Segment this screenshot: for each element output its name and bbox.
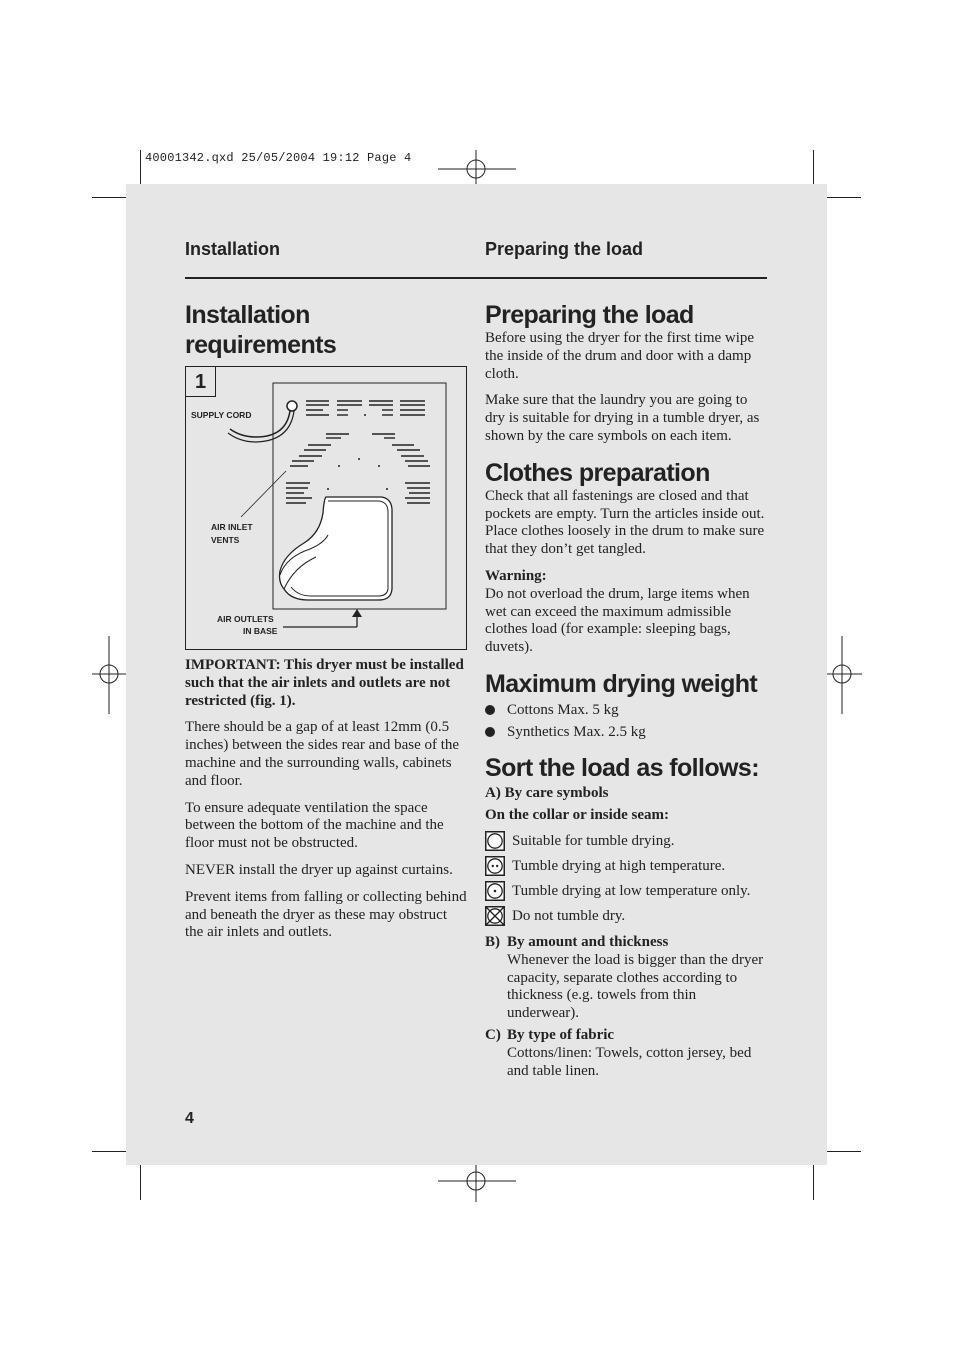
- symbol-row: [485, 879, 770, 904]
- bullet-icon: [485, 705, 495, 715]
- curtains-paragraph: NEVER install the dryer up against curtains.: [185, 861, 453, 878]
- obstruction-paragraph: Prevent items from falling or collecting behind and beneath the dryer as these may obstruct the air inlets and outlets.: [185, 888, 467, 941]
- tumble-dry-icon: [485, 831, 505, 851]
- registration-mark-right: [822, 636, 862, 714]
- preparing-load-title: Preparing the load: [485, 301, 694, 329]
- warning-text: Do not overload the drum, large items when wet can exceed the maximum admissible clothes load (for example: sleeping bags, duvets).: [485, 585, 750, 656]
- sort-load-title: Sort the load as follows:: [485, 753, 759, 782]
- symbol-text: Tumble drying at high temperature.: [512, 857, 726, 874]
- header-rule: [185, 277, 767, 279]
- fabric-type-section: [485, 1027, 770, 1080]
- crop-mark: [92, 197, 130, 198]
- fabric-type-text: Cottons/linen: Towels, cotton jersey, bed and table linen.: [507, 1044, 752, 1079]
- figure-number: 1: [186, 367, 216, 397]
- right-column: [485, 300, 770, 1080]
- list-item: [485, 699, 770, 721]
- air-inlet-label-line1: AIR INLET: [211, 522, 253, 532]
- left-column: [185, 300, 467, 942]
- bullet-icon: [485, 727, 495, 737]
- section-tag: C): [485, 1026, 501, 1043]
- care-symbols-heading: A) By care symbols: [485, 784, 609, 801]
- clothes-preparation-title: Clothes preparation: [485, 458, 710, 487]
- tumble-dry-high-icon: [485, 856, 505, 876]
- do-not-tumble-dry-icon: [485, 906, 505, 926]
- crop-mark: [813, 150, 814, 188]
- warning-title: Warning:: [485, 567, 547, 584]
- collar-seam-subheading: On the collar or inside seam:: [485, 806, 670, 823]
- installation-requirements-title: Installation requirements: [185, 301, 337, 359]
- crop-mark: [823, 1151, 861, 1152]
- running-header-left: Installation: [185, 239, 281, 259]
- fabric-type-heading: By type of fabric: [507, 1026, 615, 1043]
- crop-mark: [140, 1162, 141, 1200]
- crop-mark: [140, 150, 141, 188]
- amount-thickness-heading: By amount and thickness: [507, 933, 669, 950]
- maximum-weight-title: Maximum drying weight: [485, 669, 758, 698]
- print-slug: 40001342.qxd 25/05/2004 19:12 Page 4: [145, 151, 412, 165]
- tumble-dry-low-icon: [485, 881, 505, 901]
- air-outlets-label-line2: IN BASE: [243, 626, 278, 636]
- section-tag: B): [485, 933, 500, 950]
- page-number: 4: [185, 1110, 194, 1127]
- synthetics-weight: Synthetics Max. 2.5 kg: [507, 723, 646, 740]
- amount-thickness-section: [485, 934, 770, 1023]
- crop-mark: [92, 1151, 130, 1152]
- symbol-text: Do not tumble dry.: [512, 907, 626, 924]
- air-inlet-label-line2: VENTS: [211, 535, 240, 545]
- important-note: IMPORTANT: This dryer must be installed such that the air inlets and outlets are not restricted (fig. 1).: [185, 657, 464, 709]
- supply-cord-label: SUPPLY CORD: [191, 410, 252, 420]
- symbol-text: Tumble drying at low temperature only.: [512, 882, 751, 899]
- running-header-right: Preparing the load: [485, 239, 644, 259]
- clothes-paragraph: Check that all fastenings are closed and that pockets are empty. Turn the articles inside out. Place clothes loosely in the drum to make sure that they don’t get tangled.: [485, 487, 765, 558]
- preparing-paragraph-2: Make sure that the laundry you are going to dry is suitable for drying in a tumble dryer, as shown by the care symbols on each item.: [485, 392, 760, 444]
- figure-1: [185, 366, 467, 650]
- cottons-weight: Cottons Max. 5 kg: [507, 701, 619, 718]
- amount-thickness-text: Whenever the load is bigger than the dryer capacity, separate clothes according to thickness (e.g. towels from thin underwear).: [507, 951, 764, 1022]
- registration-mark-bottom: [438, 1162, 516, 1202]
- air-outlets-label-line1: AIR OUTLETS: [217, 614, 274, 624]
- list-item: [485, 721, 770, 743]
- crop-mark: [823, 197, 861, 198]
- symbol-row: [485, 829, 770, 854]
- preparing-paragraph-1: Before using the dryer for the first time wipe the inside of the drum and door with a damp cloth.: [485, 330, 755, 382]
- symbol-text: Suitable for tumble drying.: [512, 832, 675, 849]
- symbol-row: [485, 904, 770, 929]
- crop-mark: [813, 1162, 814, 1200]
- gap-paragraph: There should be a gap of at least 12mm (0.5 inches) between the sides rear and base of the machine and the surrounding walls, cabinets and floor.: [185, 719, 460, 789]
- symbol-row: [485, 854, 770, 879]
- ventilation-paragraph: To ensure adequate ventilation the space between the bottom of the machine and the floor must not be obstructed.: [185, 799, 444, 852]
